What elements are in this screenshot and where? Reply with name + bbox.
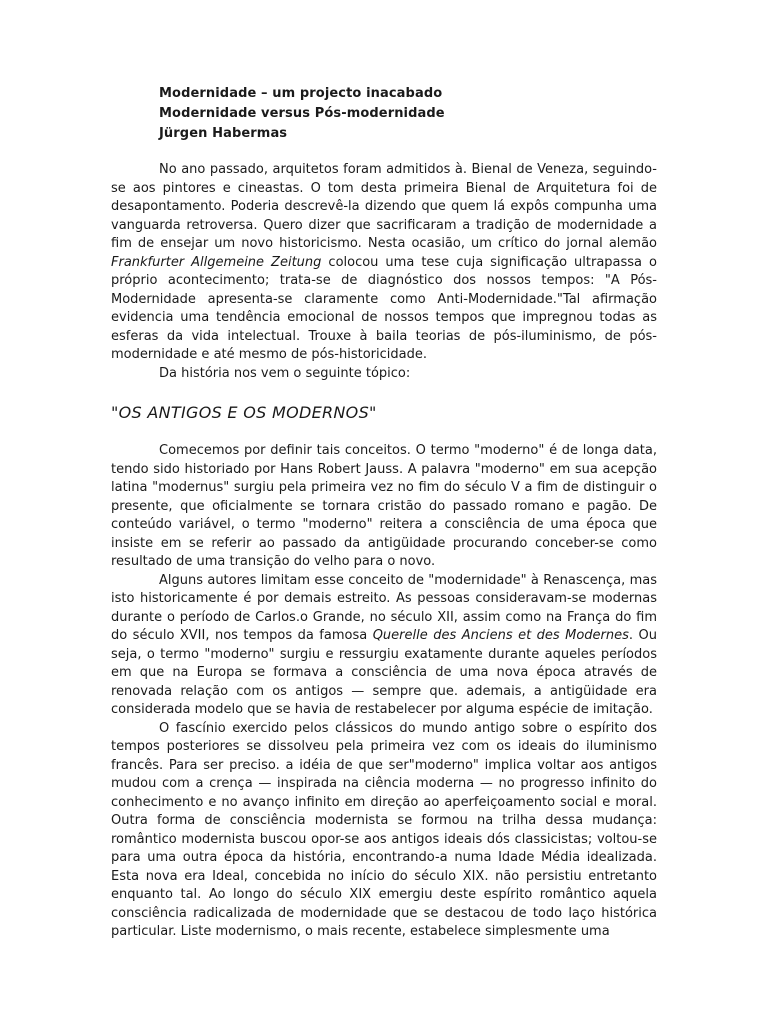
document-page — [111, 84, 657, 942]
paragraph-1-text-b: colocou uma tese cuja significação ultrapassa o próprio acontecimento; trata-se de diagnóstico dos nossos tempos: "A Pós-Modernidade apresenta-se claramente como Anti-Modernidade."Tal afirmação evidencia uma tendência emocional de nossos tempos que impregnou todas as esferas da vida intelectual. Trouxe à baila teorias de pós-iluminismo, de pós-modernidade e até mesmo de pós-historicidade. — [111, 254, 657, 362]
paragraph-3: Comecemos por definir tais conceitos. O termo "moderno" é de longa data, tendo sido historiado por Hans Robert Jauss. A palavra "moderno" em sua acepção latina "modernus" surgiu pela primeira vez no fim do século V a fim de distinguir o presente, que oficialmente se tornara cristão do passado romano e pagão. De conteúdo variável, o termo "moderno" reitera a consciência de uma época que insiste em se referir ao passado da antigüidade procurando conceber-se como resultado de uma transição do velho para o novo. — [111, 443, 657, 569]
section-heading: "OS ANTIGOS E OS MODERNOS" — [111, 403, 377, 422]
document-subtitle: Modernidade versus Pós-modernidade — [159, 106, 445, 121]
paragraph-4-text-b: . Ou seja, o termo "moderno" surgiu e ressurgiu exatamente durante aqueles períodos em que na Europa se formava a consciência de uma nova época através de renovada relação com os antigos — sempre que. ademais, a antigüidade era considerada modelo que se havia de restabelecer por alguma espécie de imitação. — [111, 628, 658, 717]
paragraph-5: O fascínio exercido pelos clássicos do mundo antigo sobre o espírito dos tempos posteriores se dissolveu pela primeira vez com os ideais do iluminismo francês. Para ser preciso. a idéia de que ser"moderno" implica voltar aos antigos mudou com a crença — inspirada na ciência moderna — no progresso infinito do conhecimento e no avanço infinito em direção ao aperfeiçoamento social e moral. Outra forma de consciência modernista se formou na trilha dessa mudança: romântico modernista buscou opor-se aos antigos ideais dós classicistas; voltou-se para uma outra época da história, encontrando-a numa Idade Média idealizada. Esta nova era Ideal, concebida no início do século XIX. não persistiu entretanto enquanto tal. Ao longo do século XIX emergiu deste espírito romântico aquela consciência radicalizada de modernidade que se destacou de todo laço histórica particular. Liste modernismo, o mais recente, estabelece simplesmente uma — [111, 720, 657, 939]
paragraph-4 — [111, 572, 657, 720]
document-author: Jürgen Habermas — [159, 126, 288, 141]
paragraph-1-text-a: No ano passado, arquitetos foram admitidos à. Bienal de Veneza, seguindo-se aos pintores e cineastas. O tom desta primeira Bienal de Arquitetura foi de desapontamento. Poderia descrevê-la dizendo que quem lá expôs compunha uma vanguarda retroversa. Quero dizer que sacrificaram a tradição de modernidade a fim de ensejar um novo historicismo. Nesta ocasião, um crítico do jornal alemão — [111, 162, 657, 251]
paragraph-4-text-a: Alguns autores limitam esse conceito de "modernidade" à Renascença, mas isto historicamente é por demais estreito. As pessoas consideravam-se modernas durante o período de Carlos.o Grande, no século XII, assim como na França do fim do século XVII, nos tempos da famosa — [111, 572, 657, 643]
paragraph-1 — [111, 161, 657, 365]
paragraph-2: Da história nos vem o seguinte tópico: — [159, 365, 411, 381]
paragraph-4-querelle-title: Querelle des Anciens et des Modernes — [372, 628, 629, 643]
paragraph-1-newspaper-name: Frankfurter Allgemeine Zeitung — [111, 254, 322, 270]
document-title: Modernidade – um projecto inacabado — [159, 86, 443, 101]
